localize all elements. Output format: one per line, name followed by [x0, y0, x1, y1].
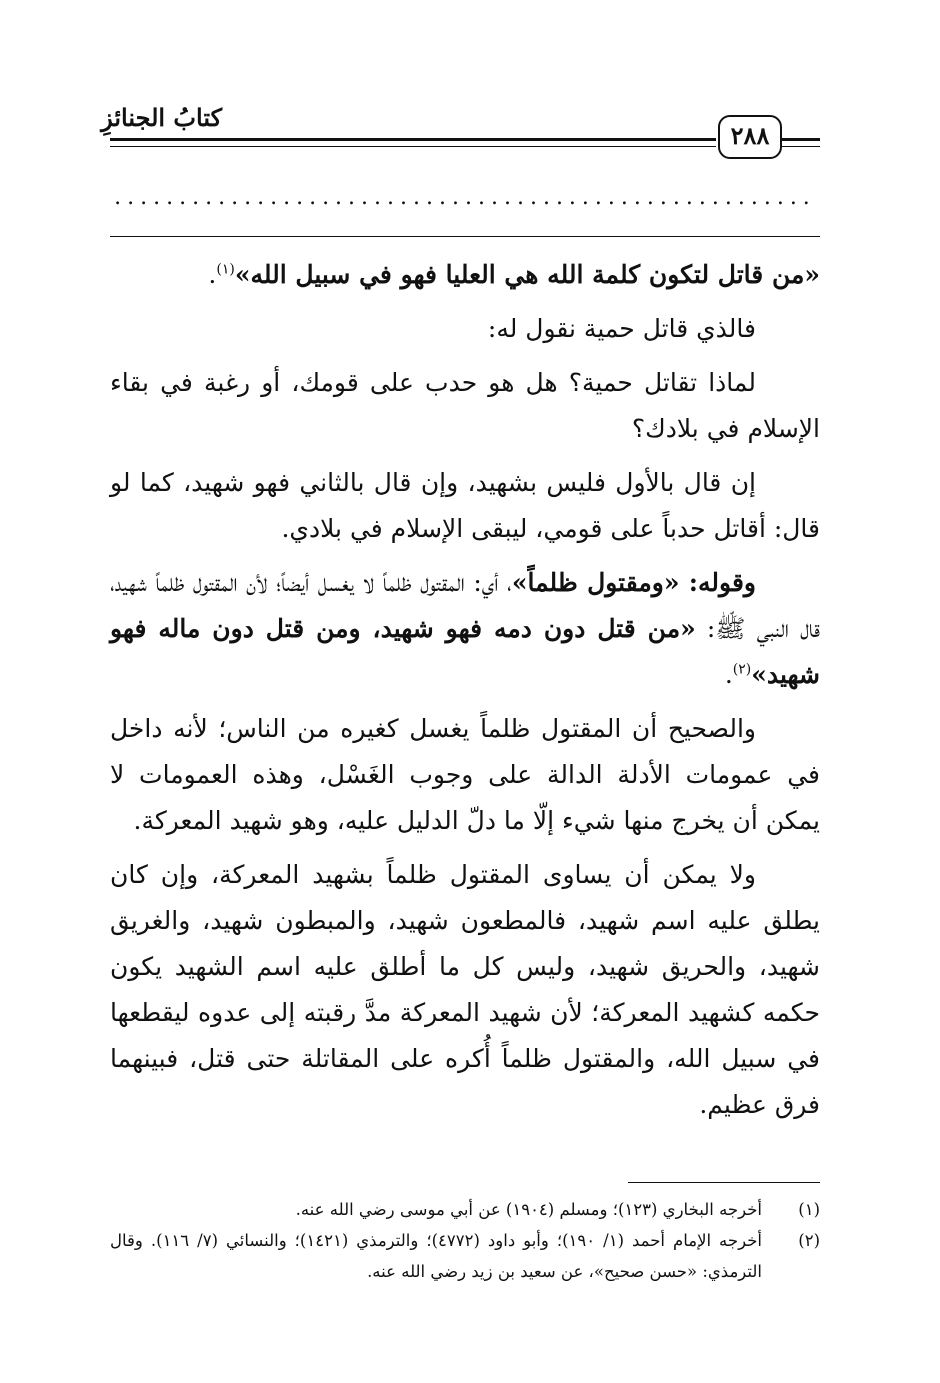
paragraph: لماذا تقاتل حمية؟ هل هو حدب على قومك، أو رغبة في بقاء الإسلام في بلادك؟	[110, 368, 820, 443]
footnote-number: (٢)	[798, 1231, 820, 1250]
footnote-ref-2: (٢)	[732, 661, 752, 678]
paragraph-commentary	[110, 560, 820, 698]
paragraph-end: .	[724, 660, 733, 689]
running-header-title: كتابُ الجنائزِ	[101, 103, 222, 132]
footnotes	[110, 1194, 820, 1287]
hadith-quote: «من قتل دون دمه فهو شهيد، ومن قتل دون ماله فهو شهيد»	[110, 614, 820, 689]
header-rule-thin-right	[780, 146, 820, 147]
footnote-divider	[628, 1182, 820, 1183]
paragraph: والصحيح أن المقتول ظلماً يغسل كغيره من الناس؛ لأنه داخل في عمومات الأدلة الدالة على وجوب الغَسْل، وهذه العمومات لا يمكن أن يخرج منها شيء إلّا ما دلّ الدليل عليه، وهو شهيد المعركة.	[110, 714, 820, 835]
hadith-quote: «من قاتل لتكون كلمة الله هي العليا فهو في سبيل الله»	[234, 260, 820, 289]
footnote-ref-1: (١)	[216, 261, 235, 278]
paragraph: فالذي قاتل حمية نقول له:	[487, 314, 756, 343]
main-text	[110, 252, 820, 1136]
page-number: ٢٨٨	[718, 115, 782, 159]
header-rule-thick-right	[780, 138, 820, 141]
footnote-text: أخرجه البخاري (١٢٣)؛ ومسلم (١٩٠٤) عن أبي موسى رضي الله عنه.	[295, 1200, 762, 1219]
footnote-text: أخرجه الإمام أحمد (١/ ١٩٠)؛ وأبو داود (٤٧٧٢)؛ والترمذي (١٤٢١)؛ والنسائي (٧/ ١١٦). وقال الترمذي: «حسن صحيح»، عن سعيد بن زيد رضي الله عنه.	[110, 1231, 762, 1281]
paragraph: ولا يمكن أن يساوى المقتول ظلماً بشهيد المعركة، وإن كان يطلق عليه اسم شهيد، فالمطعون شهيد، والمبطون شهيد، والغريق شهيد، والحريق شهيد، وليس كل ما أطلق عليه اسم الشهيد يكون حكمه كشهيد المعركة؛ لأن شهيد المعركة مدَّ رقبته إلى عدوه ليقطعها في سبيل الله، والمقتول ظلماً أُكره على المقاتلة حتى قتل، فبينهما فرق عظيم.	[110, 860, 820, 1119]
paragraph-hadith-quote	[110, 252, 820, 298]
commentary-text: ، أي: المقتول ظلماً لا يغسل أيضاً؛ لأن المقتول ظلماً شهيد، قال النبي ﷺ:	[110, 568, 820, 643]
header-rule-thick	[110, 138, 716, 141]
ellipsis-separator: ......................................................	[114, 188, 816, 208]
footnote-number: (١)	[798, 1200, 820, 1219]
matn-quote: وقوله: «ومقتول ظلماً»	[511, 568, 756, 597]
footnote	[110, 1225, 820, 1287]
paragraph: إن قال بالأول فليس بشهيد، وإن قال بالثاني فهو شهيد، كما لو قال: أقاتل حدباً على قومي، ليبقى الإسلام في بلادي.	[110, 468, 820, 543]
section-divider	[110, 236, 820, 237]
paragraph-end: .	[208, 260, 217, 289]
footnote	[110, 1194, 820, 1225]
header-rule-thin	[110, 146, 716, 147]
